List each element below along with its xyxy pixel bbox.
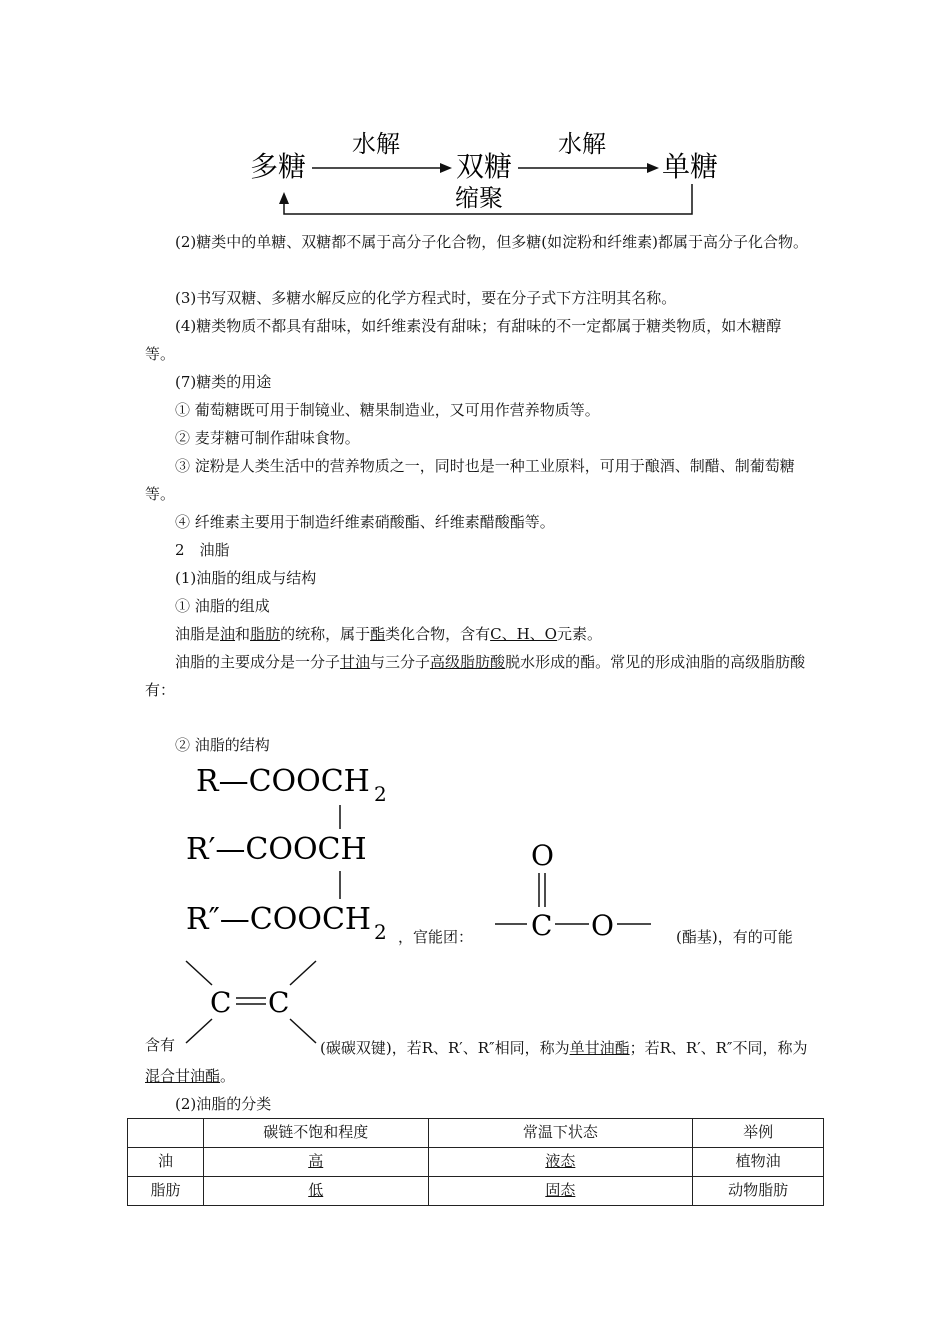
fat-term: 脂肪 xyxy=(250,625,281,643)
table-cell-text: 高 xyxy=(308,1152,324,1170)
polysaccharide-label: 多糖 xyxy=(250,150,307,183)
main-text-3: 脱水形成的酯。常见的形成油脂的高级脂肪酸有： xyxy=(145,653,806,699)
functional-group-label: ，官能团： xyxy=(398,928,474,946)
use-1: ① 葡萄糖既可用于制镜业、糖果制造业，又可用作营养物质等。 xyxy=(175,401,600,419)
hydrolysis-label-1: 水解 xyxy=(352,130,400,158)
table-cell-text: 低 xyxy=(308,1181,324,1199)
struct-row-2: R′—COOCH xyxy=(186,832,367,867)
ester-carbon: C xyxy=(531,909,553,942)
table-header xyxy=(128,1119,204,1148)
arrowhead-2 xyxy=(647,163,659,173)
comp-text-3: 的统称，属于 xyxy=(280,625,371,643)
oil-term: 油 xyxy=(220,625,236,643)
table-cell: 油 xyxy=(128,1148,204,1177)
table-cell-text: 液态 xyxy=(545,1152,576,1170)
glycerol-term: 甘油 xyxy=(340,653,371,671)
return-arrowhead xyxy=(279,192,289,204)
glyceride-definition xyxy=(145,1034,810,1090)
table-cell xyxy=(428,1177,693,1206)
struct-sub-1: 2 xyxy=(374,782,387,806)
ester-term: 酯 xyxy=(370,625,386,643)
table-header: 常温下状态 xyxy=(428,1119,693,1148)
glyceride-mid-text: ；若R、R′、R″不同，称为 xyxy=(629,1039,808,1057)
table-cell xyxy=(203,1177,428,1206)
section-2-title: 2 油脂 xyxy=(175,541,230,559)
cc-carbon-1: C xyxy=(210,986,232,1019)
ester-name: (酯基)，有的可能 xyxy=(676,928,793,946)
section-2-1-title: (1)油脂的组成与结构 xyxy=(175,569,317,587)
comp-text-4: 类化合物，含有 xyxy=(385,625,491,643)
after-cc-text: (碳碳双键)，若R、R′、R″相同，称为 xyxy=(320,1039,570,1057)
table-header-row xyxy=(128,1119,824,1148)
struct-row-3: R″—COOCH xyxy=(186,902,372,937)
table-row xyxy=(128,1148,824,1177)
table-cell xyxy=(203,1148,428,1177)
triglyceride-structure xyxy=(180,755,420,955)
table-cell: 脂肪 xyxy=(128,1177,204,1206)
main-text-1: 油脂的主要成分是一分子 xyxy=(175,653,341,671)
use-3: ③ 淀粉是人类生活中的营养物质之一，同时也是一种工业原料，可用于酿酒、制醋、制葡萄糖等。 xyxy=(145,457,795,503)
mixed-glyceride-term: 混合甘油酯 xyxy=(145,1067,221,1085)
simple-glyceride-term: 单甘油酯 xyxy=(569,1039,630,1057)
table-header: 碳链不饱和程度 xyxy=(203,1119,428,1148)
fatty-acid-term: 高级脂肪酸 xyxy=(430,653,506,671)
composition-para xyxy=(145,620,810,648)
ester-oxygen-top: O xyxy=(531,839,554,872)
table-cell: 动物脂肪 xyxy=(693,1177,824,1206)
table-cell: 植物油 xyxy=(693,1148,824,1177)
sugar-conversion-diagram xyxy=(240,120,740,220)
arrowhead-1 xyxy=(440,163,452,173)
section-2-2-title: (2)油脂的分类 xyxy=(175,1095,272,1113)
ester-group-structure xyxy=(495,835,655,945)
table-row xyxy=(128,1177,824,1206)
condensation-label: 缩聚 xyxy=(455,184,503,212)
monosaccharide-label: 单糖 xyxy=(662,150,719,183)
para-2: (2)糖类中的单糖、双糖都不属于高分子化合物，但多糖(如淀粉和纤维素)都属于高分子化合物。 xyxy=(175,233,808,251)
glyceride-end-text: 。 xyxy=(220,1067,236,1085)
main-text-2: 与三分子 xyxy=(370,653,431,671)
para-7: (7)糖类的用途 xyxy=(175,373,272,391)
ester-oxygen-single: O xyxy=(591,909,614,942)
table-cell xyxy=(428,1148,693,1177)
table-header: 举例 xyxy=(693,1119,824,1148)
main-component-para xyxy=(145,648,810,704)
hydrolysis-label-2: 水解 xyxy=(558,130,606,158)
para-4: (4)糖类物质不都具有甜味，如纤维素没有甜味；有甜味的不一定都属于糖类物质，如木糖醇等。 xyxy=(145,317,782,363)
fat-classification-table xyxy=(127,1118,824,1206)
elements-term: C、H、O xyxy=(490,625,557,643)
struct-row-1: R—COOCH xyxy=(196,764,370,799)
comp-text-1: 油脂是 xyxy=(175,625,221,643)
cc-bond-upper-left xyxy=(186,961,212,985)
use-2: ② 麦芽糖可制作甜味食物。 xyxy=(175,429,360,447)
cc-carbon-2: C xyxy=(268,986,290,1019)
use-4: ④ 纤维素主要用于制造纤维素硝酸酯、纤维素醋酸酯等。 xyxy=(175,513,555,531)
section-2-1b-title: ② 油脂的结构 xyxy=(175,736,270,754)
contain-label: 含有 xyxy=(145,1036,176,1054)
struct-sub-3: 2 xyxy=(374,920,387,944)
para-3: (3)书写双糖、多糖水解反应的化学方程式时，要在分子式下方注明其名称。 xyxy=(175,289,677,307)
table-cell-text: 固态 xyxy=(545,1181,576,1199)
disaccharide-label: 双糖 xyxy=(456,150,513,183)
cc-bond-upper-right xyxy=(290,961,316,985)
comp-text-2: 和 xyxy=(235,625,251,643)
comp-text-5: 元素。 xyxy=(556,625,602,643)
section-2-1a-title: ① 油脂的组成 xyxy=(175,597,270,615)
